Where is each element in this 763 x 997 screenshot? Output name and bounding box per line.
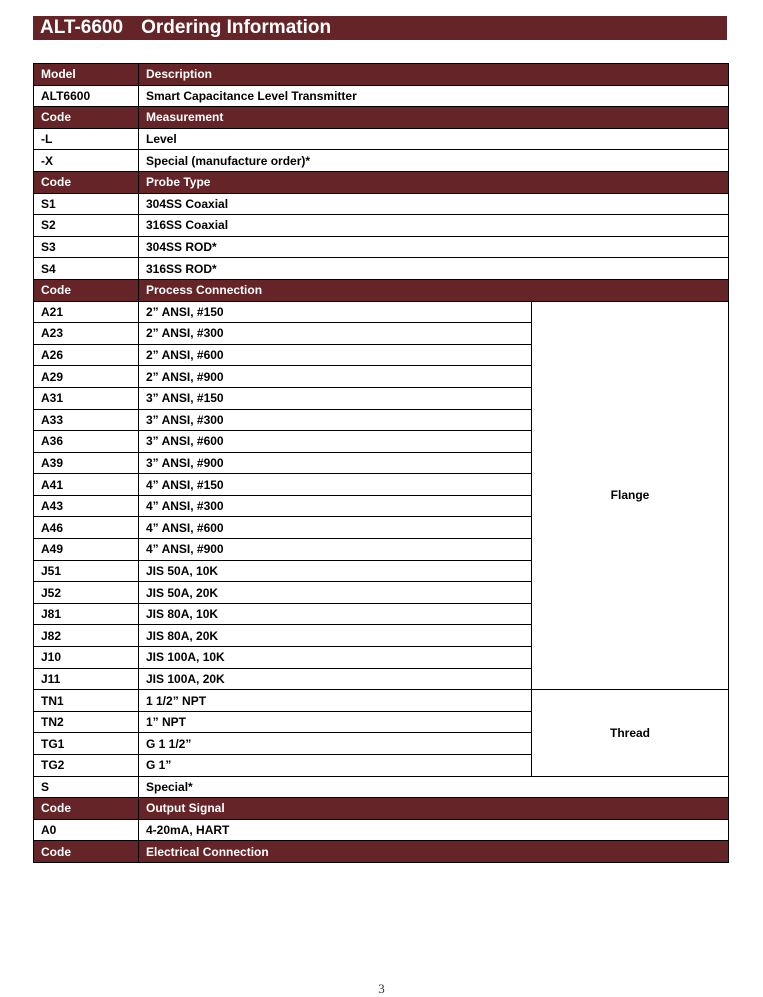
description-cell: G 1”	[139, 755, 532, 777]
code-cell: A46	[34, 517, 139, 539]
table-row	[34, 215, 729, 237]
code-cell: -X	[34, 150, 139, 172]
group-label-flange: Flange	[532, 301, 729, 690]
code-cell: TG1	[34, 733, 139, 755]
description-cell: 4” ANSI, #150	[139, 474, 532, 496]
description-cell: Special (manufacture order)*	[139, 150, 729, 172]
description-cell: Level	[139, 128, 729, 150]
description-cell: 1” NPT	[139, 711, 532, 733]
description-cell: 2” ANSI, #150	[139, 301, 532, 323]
description-cell: 2” ANSI, #600	[139, 344, 532, 366]
table-row	[34, 236, 729, 258]
column-header-code: Code	[34, 841, 139, 863]
code-cell: A21	[34, 301, 139, 323]
code-cell: TN1	[34, 690, 139, 712]
description-cell: 3” ANSI, #150	[139, 387, 532, 409]
column-header-code: Code	[34, 107, 139, 129]
code-cell: A43	[34, 495, 139, 517]
column-header-description: Output Signal	[139, 798, 729, 820]
code-cell: ALT6600	[34, 85, 139, 107]
table-row	[34, 258, 729, 280]
description-cell: 4-20mA, HART	[139, 819, 729, 841]
code-cell: J81	[34, 603, 139, 625]
description-cell: JIS 50A, 10K	[139, 560, 532, 582]
column-header-description: Probe Type	[139, 171, 729, 193]
code-cell: A49	[34, 539, 139, 561]
page-number: 3	[378, 981, 385, 996]
code-cell: A26	[34, 344, 139, 366]
description-cell: 4” ANSI, #600	[139, 517, 532, 539]
ordering-table	[33, 63, 729, 863]
column-header-description: Measurement	[139, 107, 729, 129]
description-cell: 2” ANSI, #900	[139, 366, 532, 388]
electrical-connection-header-row	[34, 841, 729, 863]
description-cell: 304SS ROD*	[139, 236, 729, 258]
code-cell: J51	[34, 560, 139, 582]
code-cell: J82	[34, 625, 139, 647]
code-cell: A39	[34, 452, 139, 474]
process-connection-header-row	[34, 279, 729, 301]
description-cell: JIS 100A, 10K	[139, 647, 532, 669]
code-cell: S2	[34, 215, 139, 237]
code-cell: A31	[34, 387, 139, 409]
column-header-code: Code	[34, 171, 139, 193]
description-cell: 304SS Coaxial	[139, 193, 729, 215]
code-cell: A41	[34, 474, 139, 496]
code-cell: J11	[34, 668, 139, 690]
measurement-header-row	[34, 107, 729, 129]
table-row	[34, 301, 729, 323]
code-cell: S4	[34, 258, 139, 280]
description-cell: Smart Capacitance Level Transmitter	[139, 85, 729, 107]
column-header-code: Code	[34, 798, 139, 820]
code-cell: TN2	[34, 711, 139, 733]
code-cell: A29	[34, 366, 139, 388]
table-row	[34, 128, 729, 150]
column-header-description: Electrical Connection	[139, 841, 729, 863]
description-cell: 1 1/2” NPT	[139, 690, 532, 712]
code-cell: S1	[34, 193, 139, 215]
group-label-thread: Thread	[532, 690, 729, 776]
page-title	[33, 16, 727, 40]
description-cell: 3” ANSI, #600	[139, 431, 532, 453]
description-cell: 4” ANSI, #300	[139, 495, 532, 517]
description-cell: JIS 80A, 10K	[139, 603, 532, 625]
code-cell: -L	[34, 128, 139, 150]
code-cell: A36	[34, 431, 139, 453]
code-cell: TG2	[34, 755, 139, 777]
description-cell: 3” ANSI, #300	[139, 409, 532, 431]
description-cell: JIS 50A, 20K	[139, 582, 532, 604]
code-cell: J52	[34, 582, 139, 604]
description-cell: 4” ANSI, #900	[139, 539, 532, 561]
title-model: ALT-6600	[40, 17, 124, 38]
table-row	[34, 819, 729, 841]
description-cell: Special*	[139, 776, 729, 798]
description-cell: 316SS ROD*	[139, 258, 729, 280]
output-signal-header-row	[34, 798, 729, 820]
description-cell: G 1 1/2”	[139, 733, 532, 755]
code-cell: A23	[34, 323, 139, 345]
code-cell: S3	[34, 236, 139, 258]
code-cell: S	[34, 776, 139, 798]
probe-type-header-row	[34, 171, 729, 193]
code-cell: A0	[34, 819, 139, 841]
column-header-description: Process Connection	[139, 279, 729, 301]
column-header-code: Model	[34, 64, 139, 86]
table-row	[34, 193, 729, 215]
code-cell: A33	[34, 409, 139, 431]
column-header-code: Code	[34, 279, 139, 301]
model-header-row	[34, 64, 729, 86]
description-cell: 2” ANSI, #300	[139, 323, 532, 345]
column-header-description: Description	[139, 64, 729, 86]
table-row	[34, 85, 729, 107]
description-cell: 316SS Coaxial	[139, 215, 729, 237]
code-cell: J10	[34, 647, 139, 669]
description-cell: 3” ANSI, #900	[139, 452, 532, 474]
table-row	[34, 690, 729, 712]
table-row	[34, 776, 729, 798]
table-row	[34, 150, 729, 172]
title-text: Ordering Information	[141, 17, 332, 38]
description-cell: JIS 100A, 20K	[139, 668, 532, 690]
description-cell: JIS 80A, 20K	[139, 625, 532, 647]
